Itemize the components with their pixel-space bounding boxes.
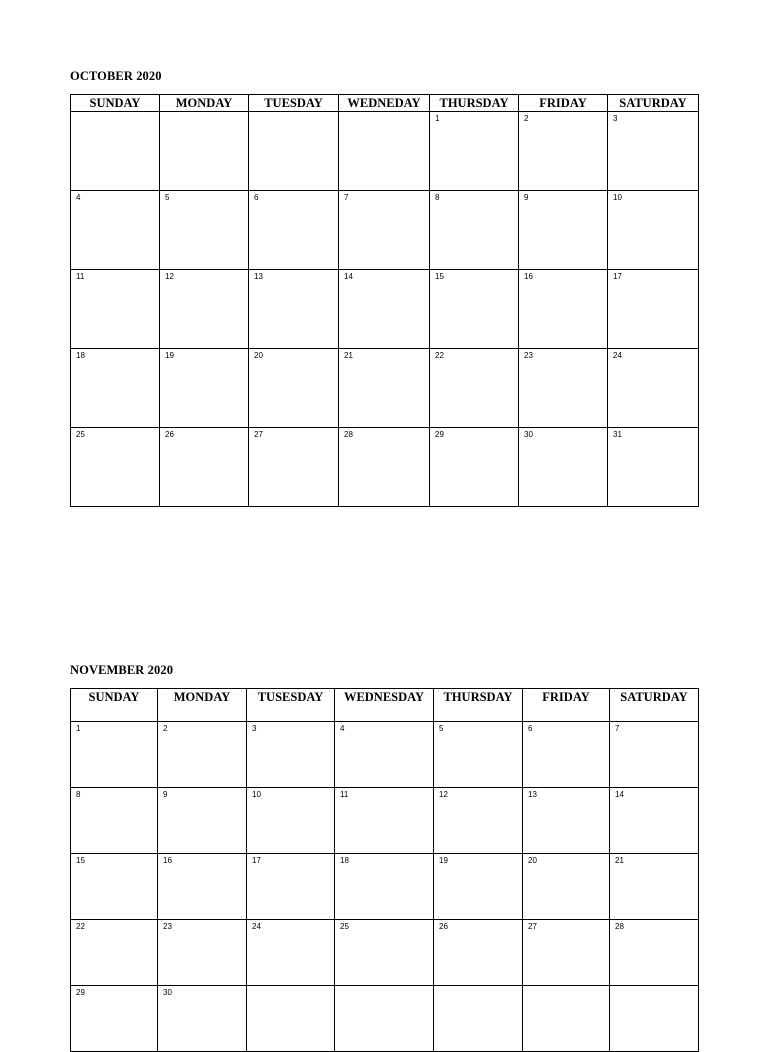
- day-cell[interactable]: [519, 428, 608, 507]
- day-cell[interactable]: [160, 270, 249, 349]
- day-number: [610, 986, 698, 988]
- day-number: 25: [340, 922, 349, 931]
- day-cell[interactable]: [608, 191, 699, 270]
- day-cell[interactable]: [430, 191, 519, 270]
- day-cell[interactable]: [247, 986, 335, 1052]
- day-number: 8: [76, 790, 81, 799]
- day-cell[interactable]: [519, 270, 608, 349]
- day-cell[interactable]: [339, 270, 430, 349]
- day-number: 27: [254, 430, 263, 439]
- day-cell[interactable]: [71, 428, 160, 507]
- day-cell[interactable]: [523, 854, 610, 920]
- weekday-header-row: [71, 689, 699, 722]
- day-number: 31: [613, 430, 622, 439]
- day-cell[interactable]: [519, 112, 608, 191]
- weekday-header-thursday: THURSDAY: [434, 689, 523, 722]
- day-number: 2: [163, 724, 168, 733]
- day-number: 15: [435, 272, 444, 281]
- day-number: 7: [615, 724, 620, 733]
- day-number: 16: [163, 856, 172, 865]
- day-number: 3: [613, 114, 618, 123]
- day-cell[interactable]: [247, 722, 335, 788]
- day-cell[interactable]: [160, 349, 249, 428]
- day-cell[interactable]: [71, 722, 158, 788]
- day-number: 29: [76, 988, 85, 997]
- day-cell[interactable]: [434, 920, 523, 986]
- day-number: 1: [76, 724, 81, 733]
- day-cell[interactable]: [430, 112, 519, 191]
- day-cell[interactable]: [71, 270, 160, 349]
- day-cell[interactable]: [71, 920, 158, 986]
- day-number: 11: [76, 272, 85, 281]
- day-cell[interactable]: [249, 112, 339, 191]
- weekday-header-wednesday: WEDNESDAY: [335, 689, 434, 722]
- day-number: 18: [340, 856, 349, 865]
- day-number: [71, 112, 159, 114]
- day-number: 14: [344, 272, 353, 281]
- week-row: [71, 112, 699, 191]
- october-calendar-grid: [70, 94, 699, 507]
- day-number: 20: [254, 351, 263, 360]
- day-cell[interactable]: [335, 920, 434, 986]
- day-cell[interactable]: [430, 428, 519, 507]
- day-number: 10: [613, 193, 622, 202]
- day-cell[interactable]: [71, 112, 160, 191]
- day-cell[interactable]: [608, 349, 699, 428]
- day-cell[interactable]: [335, 722, 434, 788]
- day-cell[interactable]: [519, 349, 608, 428]
- day-number: 19: [165, 351, 174, 360]
- day-cell[interactable]: [339, 428, 430, 507]
- day-number: 2: [524, 114, 529, 123]
- day-cell[interactable]: [523, 986, 610, 1052]
- day-cell[interactable]: [335, 854, 434, 920]
- day-number: 17: [613, 272, 622, 281]
- day-cell[interactable]: [160, 112, 249, 191]
- day-number: 7: [344, 193, 349, 202]
- day-number: [339, 112, 429, 114]
- day-cell[interactable]: [158, 986, 247, 1052]
- day-number: 13: [528, 790, 537, 799]
- weekday-header-saturday: SATURDAY: [610, 689, 699, 722]
- day-cell[interactable]: [158, 722, 247, 788]
- weekday-header-tuesday: TUSESDAY: [247, 689, 335, 722]
- day-number: 9: [163, 790, 168, 799]
- day-number: [247, 986, 334, 988]
- november-title: NOVEMBER 2020: [70, 663, 174, 677]
- day-cell[interactable]: [434, 722, 523, 788]
- day-cell[interactable]: [610, 722, 699, 788]
- weekday-header-sunday: SUNDAY: [71, 689, 158, 722]
- day-cell[interactable]: [158, 920, 247, 986]
- week-row: [71, 349, 699, 428]
- weekday-header-tuesday: TUESDAY: [249, 95, 339, 112]
- day-cell[interactable]: [335, 986, 434, 1052]
- week-row: [71, 428, 699, 507]
- weekday-header-saturday: SATURDAY: [608, 95, 699, 112]
- day-cell[interactable]: [249, 428, 339, 507]
- day-number: 21: [615, 856, 624, 865]
- day-number: 8: [435, 193, 440, 202]
- day-cell[interactable]: [434, 986, 523, 1052]
- day-number: [434, 986, 522, 988]
- day-cell[interactable]: [610, 986, 699, 1052]
- day-number: 5: [439, 724, 444, 733]
- week-row: [71, 191, 699, 270]
- day-cell[interactable]: [160, 191, 249, 270]
- day-cell[interactable]: [335, 788, 434, 854]
- day-number: 4: [76, 193, 81, 202]
- day-number: 24: [252, 922, 261, 931]
- weekday-header-row: [71, 95, 699, 112]
- weekday-header-monday: MONDAY: [158, 689, 247, 722]
- week-row: [71, 270, 699, 349]
- day-number: 17: [252, 856, 261, 865]
- day-number: 27: [528, 922, 537, 931]
- day-cell[interactable]: [247, 854, 335, 920]
- day-cell[interactable]: [523, 920, 610, 986]
- day-cell[interactable]: [71, 854, 158, 920]
- day-cell[interactable]: [160, 428, 249, 507]
- day-cell[interactable]: [430, 349, 519, 428]
- day-cell[interactable]: [610, 854, 699, 920]
- day-cell[interactable]: [339, 349, 430, 428]
- day-cell[interactable]: [339, 191, 430, 270]
- november-calendar-grid: [70, 688, 699, 1052]
- day-number: 11: [340, 790, 349, 799]
- day-number: 12: [439, 790, 448, 799]
- week-row: [71, 788, 699, 854]
- day-cell[interactable]: [523, 788, 610, 854]
- week-row: [71, 722, 699, 788]
- day-number: 26: [165, 430, 174, 439]
- day-number: 30: [163, 988, 172, 997]
- day-number: 9: [524, 193, 529, 202]
- day-number: [335, 986, 433, 988]
- day-number: [160, 112, 248, 114]
- week-row: [71, 854, 699, 920]
- weekday-header-friday: FRIDAY: [523, 689, 610, 722]
- day-cell[interactable]: [71, 788, 158, 854]
- day-cell[interactable]: [247, 788, 335, 854]
- day-number: 4: [340, 724, 345, 733]
- day-cell[interactable]: [523, 722, 610, 788]
- week-row: [71, 986, 699, 1052]
- day-cell[interactable]: [608, 112, 699, 191]
- weekday-header-monday: MONDAY: [160, 95, 249, 112]
- day-number: 25: [76, 430, 85, 439]
- day-cell[interactable]: [608, 270, 699, 349]
- day-cell[interactable]: [608, 428, 699, 507]
- day-number: [523, 986, 609, 988]
- day-number: 15: [76, 856, 85, 865]
- day-number: 12: [165, 272, 174, 281]
- day-number: 26: [439, 922, 448, 931]
- day-number: 13: [254, 272, 263, 281]
- day-cell[interactable]: [519, 191, 608, 270]
- day-cell[interactable]: [247, 920, 335, 986]
- day-number: 29: [435, 430, 444, 439]
- day-cell[interactable]: [434, 788, 523, 854]
- day-number: 14: [615, 790, 624, 799]
- day-number: 1: [435, 114, 440, 123]
- day-number: 5: [165, 193, 170, 202]
- day-cell[interactable]: [434, 854, 523, 920]
- day-number: 19: [439, 856, 448, 865]
- day-cell[interactable]: [71, 349, 160, 428]
- day-number: 23: [163, 922, 172, 931]
- weekday-header-thursday: THURSDAY: [430, 95, 519, 112]
- day-number: 23: [524, 351, 533, 360]
- weekday-header-wednesday: WEDNEDAY: [339, 95, 430, 112]
- weekday-header-friday: FRIDAY: [519, 95, 608, 112]
- day-number: 28: [615, 922, 624, 931]
- day-number: 22: [76, 922, 85, 931]
- day-cell[interactable]: [249, 191, 339, 270]
- day-number: 21: [344, 351, 353, 360]
- day-cell[interactable]: [158, 854, 247, 920]
- day-cell[interactable]: [71, 191, 160, 270]
- day-cell[interactable]: [249, 270, 339, 349]
- day-number: 30: [524, 430, 533, 439]
- day-number: 6: [254, 193, 259, 202]
- day-number: 28: [344, 430, 353, 439]
- day-cell[interactable]: [610, 920, 699, 986]
- day-number: 24: [613, 351, 622, 360]
- day-number: 3: [252, 724, 257, 733]
- day-number: 6: [528, 724, 533, 733]
- day-number: 18: [76, 351, 85, 360]
- day-cell[interactable]: [339, 112, 430, 191]
- day-cell[interactable]: [610, 788, 699, 854]
- october-title: OCTOBER 2020: [70, 69, 162, 83]
- day-number: [249, 112, 338, 114]
- day-cell[interactable]: [430, 270, 519, 349]
- day-cell[interactable]: [71, 986, 158, 1052]
- weekday-header-sunday: SUNDAY: [71, 95, 160, 112]
- day-number: 22: [435, 351, 444, 360]
- day-cell[interactable]: [158, 788, 247, 854]
- day-number: 20: [528, 856, 537, 865]
- day-cell[interactable]: [249, 349, 339, 428]
- week-row: [71, 920, 699, 986]
- day-number: 10: [252, 790, 261, 799]
- day-number: 16: [524, 272, 533, 281]
